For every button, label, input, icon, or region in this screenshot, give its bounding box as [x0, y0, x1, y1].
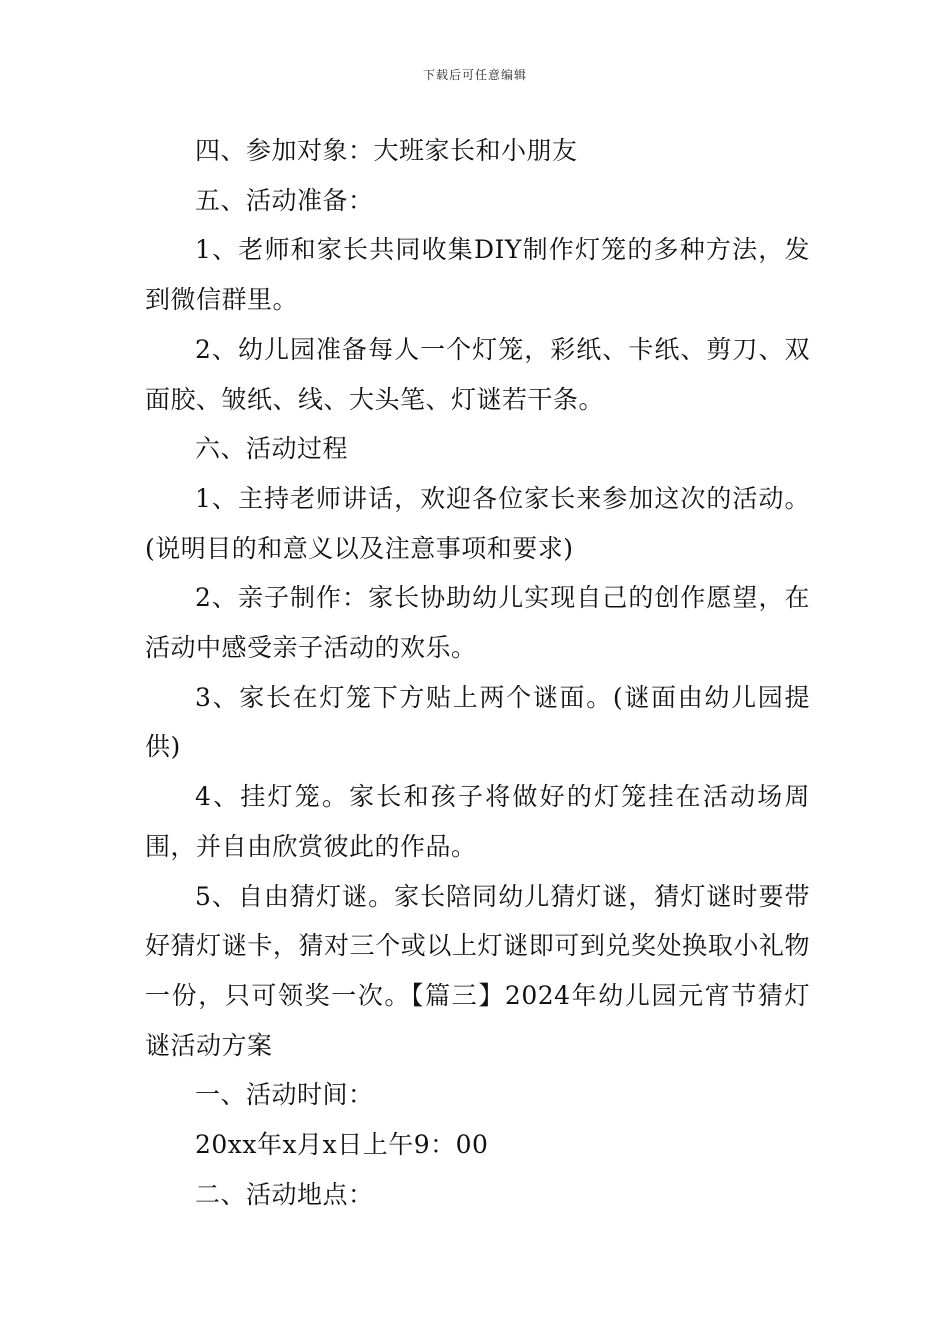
- document-body: [145, 126, 810, 1219]
- paragraph-preparation-heading: 五、活动准备：: [195, 185, 374, 215]
- paragraph-process-item-4: 4、挂灯笼。家长和孩子将做好的灯笼挂在活动场周围，并自由欣赏彼此的作品。: [145, 782, 810, 861]
- paragraph-process-heading: 六、活动过程: [195, 434, 349, 464]
- paragraph-process-item-5: 5、自由猜灯谜。家长陪同幼儿猜灯谜，猜灯谜时要带好猜灯谜卡，猜对三个或以上灯谜即可到兑奖处换取小礼物一份，只可领奖一次。【篇三】2024年幼儿园元宵节猜灯谜活动方案: [145, 881, 810, 1060]
- paragraph-preparation-item-2: 2、幼儿园准备每人一个灯笼，彩纸、卡纸、剪刀、双面胶、皱纸、线、大头笔、灯谜若干条。: [145, 334, 810, 414]
- paragraph-process-item-2: 2、亲子制作：家长协助幼儿实现自己的创作愿望，在活动中感受亲子活动的欢乐。: [145, 583, 810, 663]
- paragraph-process-item-1: 1、主持老师讲话，欢迎各位家长来参加这次的活动。(说明目的和意义以及注意事项和要求): [145, 483, 810, 563]
- paragraph-location-heading: 二、活动地点：: [195, 1179, 374, 1209]
- paragraph-preparation-item-1: 1、老师和家长共同收集DIY制作灯笼的多种方法，发到微信群里。: [145, 235, 810, 315]
- paragraph-participants: 四、参加对象：大班家长和小朋友: [195, 136, 578, 165]
- paragraph-time-value: 20xx年x月x日上午9：00: [195, 1130, 489, 1160]
- paragraph-process-item-3: 3、家长在灯笼下方贴上两个谜面。(谜面由幼儿园提供): [145, 682, 810, 762]
- page-header-note: 下载后可任意编辑: [422, 68, 527, 82]
- paragraph-time-heading: 一、活动时间：: [195, 1080, 374, 1110]
